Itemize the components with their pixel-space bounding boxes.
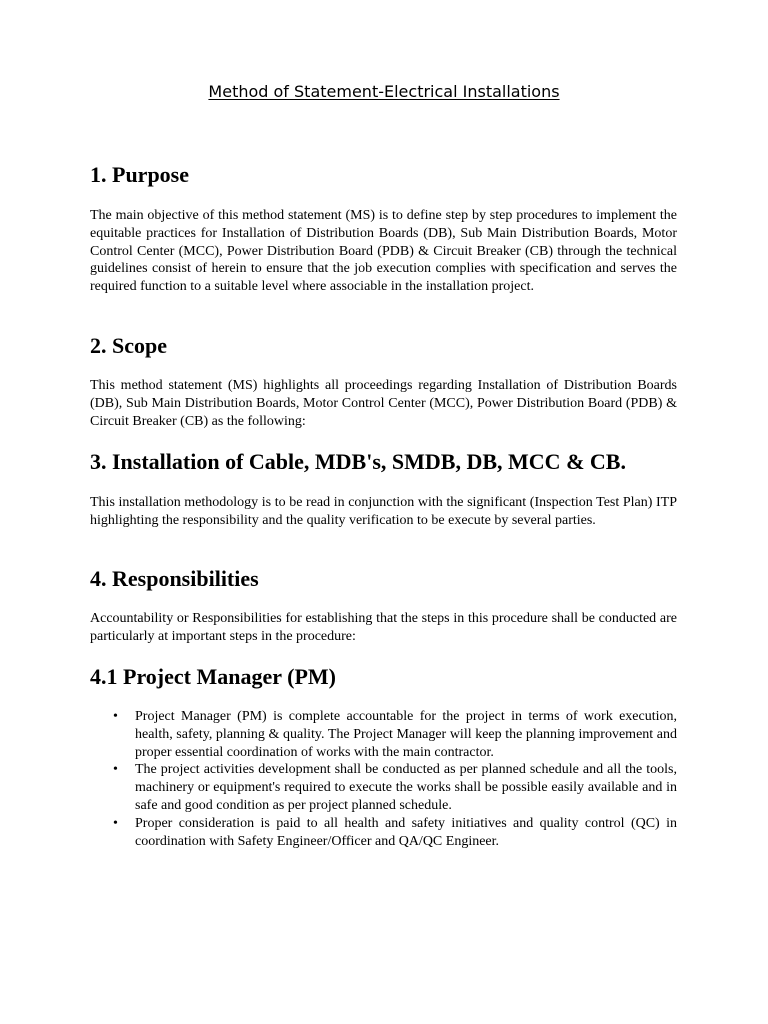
section-heading-responsibilities: 4. Responsibilities xyxy=(90,566,259,591)
project-manager-bullet-list xyxy=(90,708,677,850)
bullet-icon: • xyxy=(113,815,118,831)
document-title: Method of Statement-Electrical Installations xyxy=(208,82,560,101)
section-body-installation: This installation methodology is to be read in conjunction with the significant (Inspection Test Plan) ITP highlighting the responsibility and the quality verification to be execute by several parties. xyxy=(90,495,677,528)
bullet-icon: • xyxy=(113,709,118,724)
bullet-text: Project Manager (PM) is complete accountable for the project in terms of work execution, health, safety, planning & quality. The Project Manager will keep the planning improvement and proper essential coordination of works with the main contractor. xyxy=(135,709,677,760)
bullet-list-item xyxy=(90,761,677,814)
bullet-list-item xyxy=(90,815,677,851)
bullet-list-item xyxy=(90,708,677,761)
section-body-purpose: The main objective of this method statement (MS) is to define step by step procedures to implement the equitable practices for Installation of Distribution Boards (DB), Sub Main Distribution Boards, Motor Control Center (MCC), Power Distribution Board (PDB) & Circuit Breaker (CB) through the technical guidelines consist of herein to ensure that the job execution complies with specification and serves the required function to a suitable level where associable in the installation project. xyxy=(90,208,677,295)
bullet-icon: • xyxy=(113,762,118,778)
section-body-responsibilities: Accountability or Responsibilities for establishing that the steps in this procedure shall be conducted are particularly at important steps in the procedure: xyxy=(90,611,677,644)
bullet-text: The project activities development shall be conducted as per planned schedule and all the tools, machinery or equipment's required to execute the works shall be possible easily available and in safe and good condition as per project planned schedule. xyxy=(135,762,677,813)
section-heading-project-manager: 4.1 Project Manager (PM) xyxy=(90,664,336,689)
section-body-scope: This method statement (MS) highlights all proceedings regarding Installation of Distribution Boards (DB), Sub Main Distribution Boards, Motor Control Center (MCC), Power Distribution Board (PDB) & Circuit Breaker (CB) as the following: xyxy=(90,378,677,429)
bullet-text: Proper consideration is paid to all health and safety initiatives and quality control (QC) in coordination with Safety Engineer/Officer and QA/QC Engineer. xyxy=(135,815,677,849)
section-heading-purpose: 1. Purpose xyxy=(90,162,189,187)
section-heading-installation: 3. Installation of Cable, MDB's, SMDB, DB, MCC & CB. xyxy=(90,449,626,474)
section-heading-scope: 2. Scope xyxy=(90,333,167,358)
